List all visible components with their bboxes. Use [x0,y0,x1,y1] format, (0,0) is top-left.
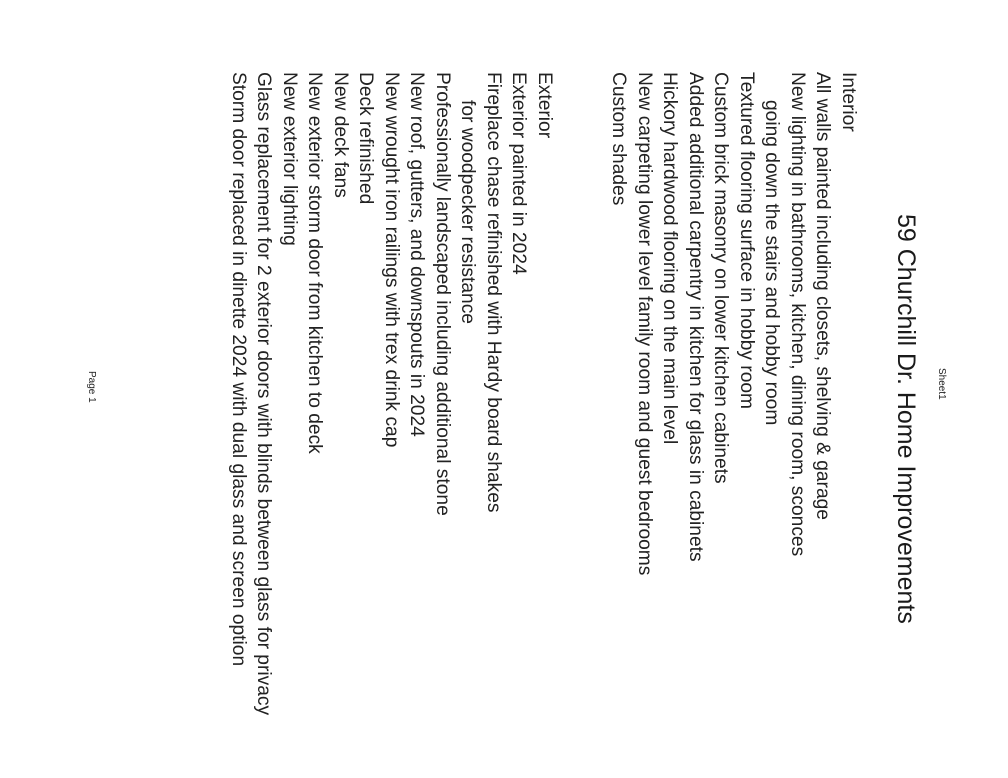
section-heading-interior: Interior [838,72,859,132]
list-item: Deck refinished [355,72,377,205]
list-item: Professionally landscaped including additional stone [432,72,453,516]
list-item: Fireplace chase refinished with Hardy board shakes [483,72,504,513]
interior-section [606,72,861,772]
list-item: New carpeting lower level family room and guest bedrooms [634,72,655,576]
list-item: All walls painted including closets, shelving & garage [812,72,834,520]
section-heading-exterior: Exterior [534,72,555,139]
page-title: 59 Churchill Dr. Home Improvements [892,214,920,624]
list-item: New deck fans [330,72,351,198]
list-item: Glass replacement for 2 exterior doors with blinds between glass for privacy [253,72,275,716]
list-item: Custom shades [608,72,630,206]
list-item: New exterior lighting [279,72,300,246]
list-item: Added additional carpentry in kitchen for glass in cabinets [685,72,706,562]
list-item: Hickory hardwood flooring on the main level [659,72,681,445]
list-item: Custom brick masonry on lower kitchen cabinets [710,72,732,484]
list-item-continuation: going down the stairs and hobby room [761,100,783,426]
sheet-label: Sheet1 [936,368,947,400]
list-item: New roof, gutters, and downspouts in 2024 [406,72,428,437]
exterior-section [226,72,558,772]
list-item: New lighting in bathrooms, kitchen, dining room, sconces [787,72,808,557]
list-item: Storm door replaced in dinette 2024 with dual glass and screen option [228,72,249,667]
list-item: New wrought iron railings with trex drink cap [381,72,402,448]
list-item-continuation: for woodpecker resistance [457,100,479,324]
list-item: Exterior painted in 2024 [508,72,530,275]
list-item: Textured flooring surface in hobby room [736,72,757,410]
page-number: Page 1 [86,371,97,403]
list-item: New exterior storm door from kitchen to deck [304,72,326,454]
